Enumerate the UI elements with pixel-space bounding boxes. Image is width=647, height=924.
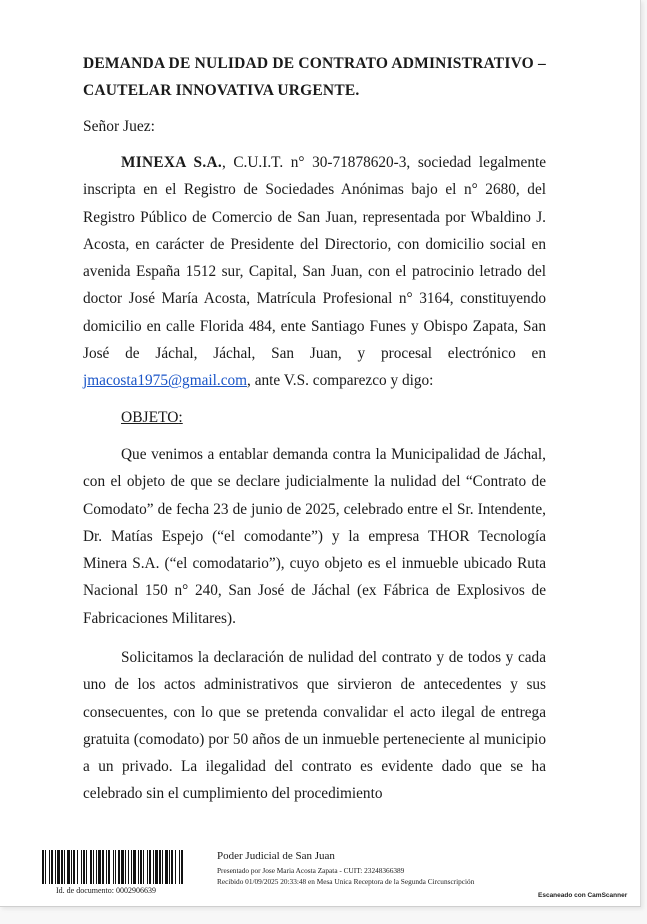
received-stamp: Recibido 01/09/2025 20:33:48 en Mesa Unica Receptora de la Segunda Circunscripción <box>217 877 475 886</box>
barcode-image <box>42 850 184 884</box>
paragraph-objeto: Que venimos a entablar demanda contra la Municipalidad de Jáchal, con el objeto de que se declare judicialmente la nulidad del “Contrato de Comodato” de fecha 23 de junio de 2025, celebrado entre el Sr. Intendente, Dr. Matías Espejo (“el comodante”) y la empresa THOR Tecnología Minera S.A. (“el comodatario”), cuyo objeto es el inmueble ubicado Ruta Nacional 150 n° 240, San José de Jáchal (ex Fábrica de Explosivos de Fabricaciones Militares). <box>83 446 546 627</box>
court-name: Poder Judicial de San Juan <box>217 850 335 862</box>
scanner-watermark: Escaneado con CamScanner <box>538 892 628 899</box>
party-name: MINEXA S.A. <box>121 154 222 171</box>
salutation: Señor Juez: <box>83 118 155 135</box>
heading-objeto-text: OBJETO <box>121 409 179 426</box>
presentation-end: , ante V.S. comparezco y digo: <box>247 372 434 390</box>
section-heading-objeto <box>121 407 183 429</box>
paragraph-presentation <box>83 149 546 395</box>
presentation-text: , C.U.I.T. n° 30-71878620-3, sociedad legalmente inscripta en el Registro de Sociedades Anónimas bajo el n° 2680, del Registro Público de Comercio de San Juan, representada por Wbaldino J. Acosta, en carácter de Presidente del Directorio, con domicilio social en avenida España 1512 sur, Capital, San Juan, con el patrocinio letrado del doctor José María Acosta, Matrícula Profesional n° 3164, constituyendo domicilio en calle Florida 484, ente Santiago Funes y Obispo Zapata, San José de Jáchal, Jáchal, San Juan, y procesal electrónico en <box>83 154 547 363</box>
presented-by: Presentado por Jose Maria Acosta Zapata - CUIT: 23248366389 <box>217 866 405 875</box>
document-id: Id. de documento: 0002906639 <box>56 886 156 895</box>
heading-colon: : <box>178 409 183 426</box>
paragraph-nulidad: Solicitamos la declaración de nulidad del contrato y de todos y cada uno de los actos administrativos que sirvieron de antecedentes y sus consecuentes, con lo que se pretenda convalidar el acto ilegal de entrega gratuita (comodato) por 50 años de un inmueble perteneciente al municipio a un privado. La ilegalidad del contrato es evidente dado que se ha celebrado sin el cumplimiento del procedimiento <box>83 649 546 803</box>
document-title: DEMANDA DE NULIDAD DE CONTRATO ADMINISTRATIVO – CAUTELAR INNOVATIVA URGENTE. <box>83 55 546 99</box>
email-link[interactable]: jmacosta1975@gmail.com <box>83 372 248 390</box>
